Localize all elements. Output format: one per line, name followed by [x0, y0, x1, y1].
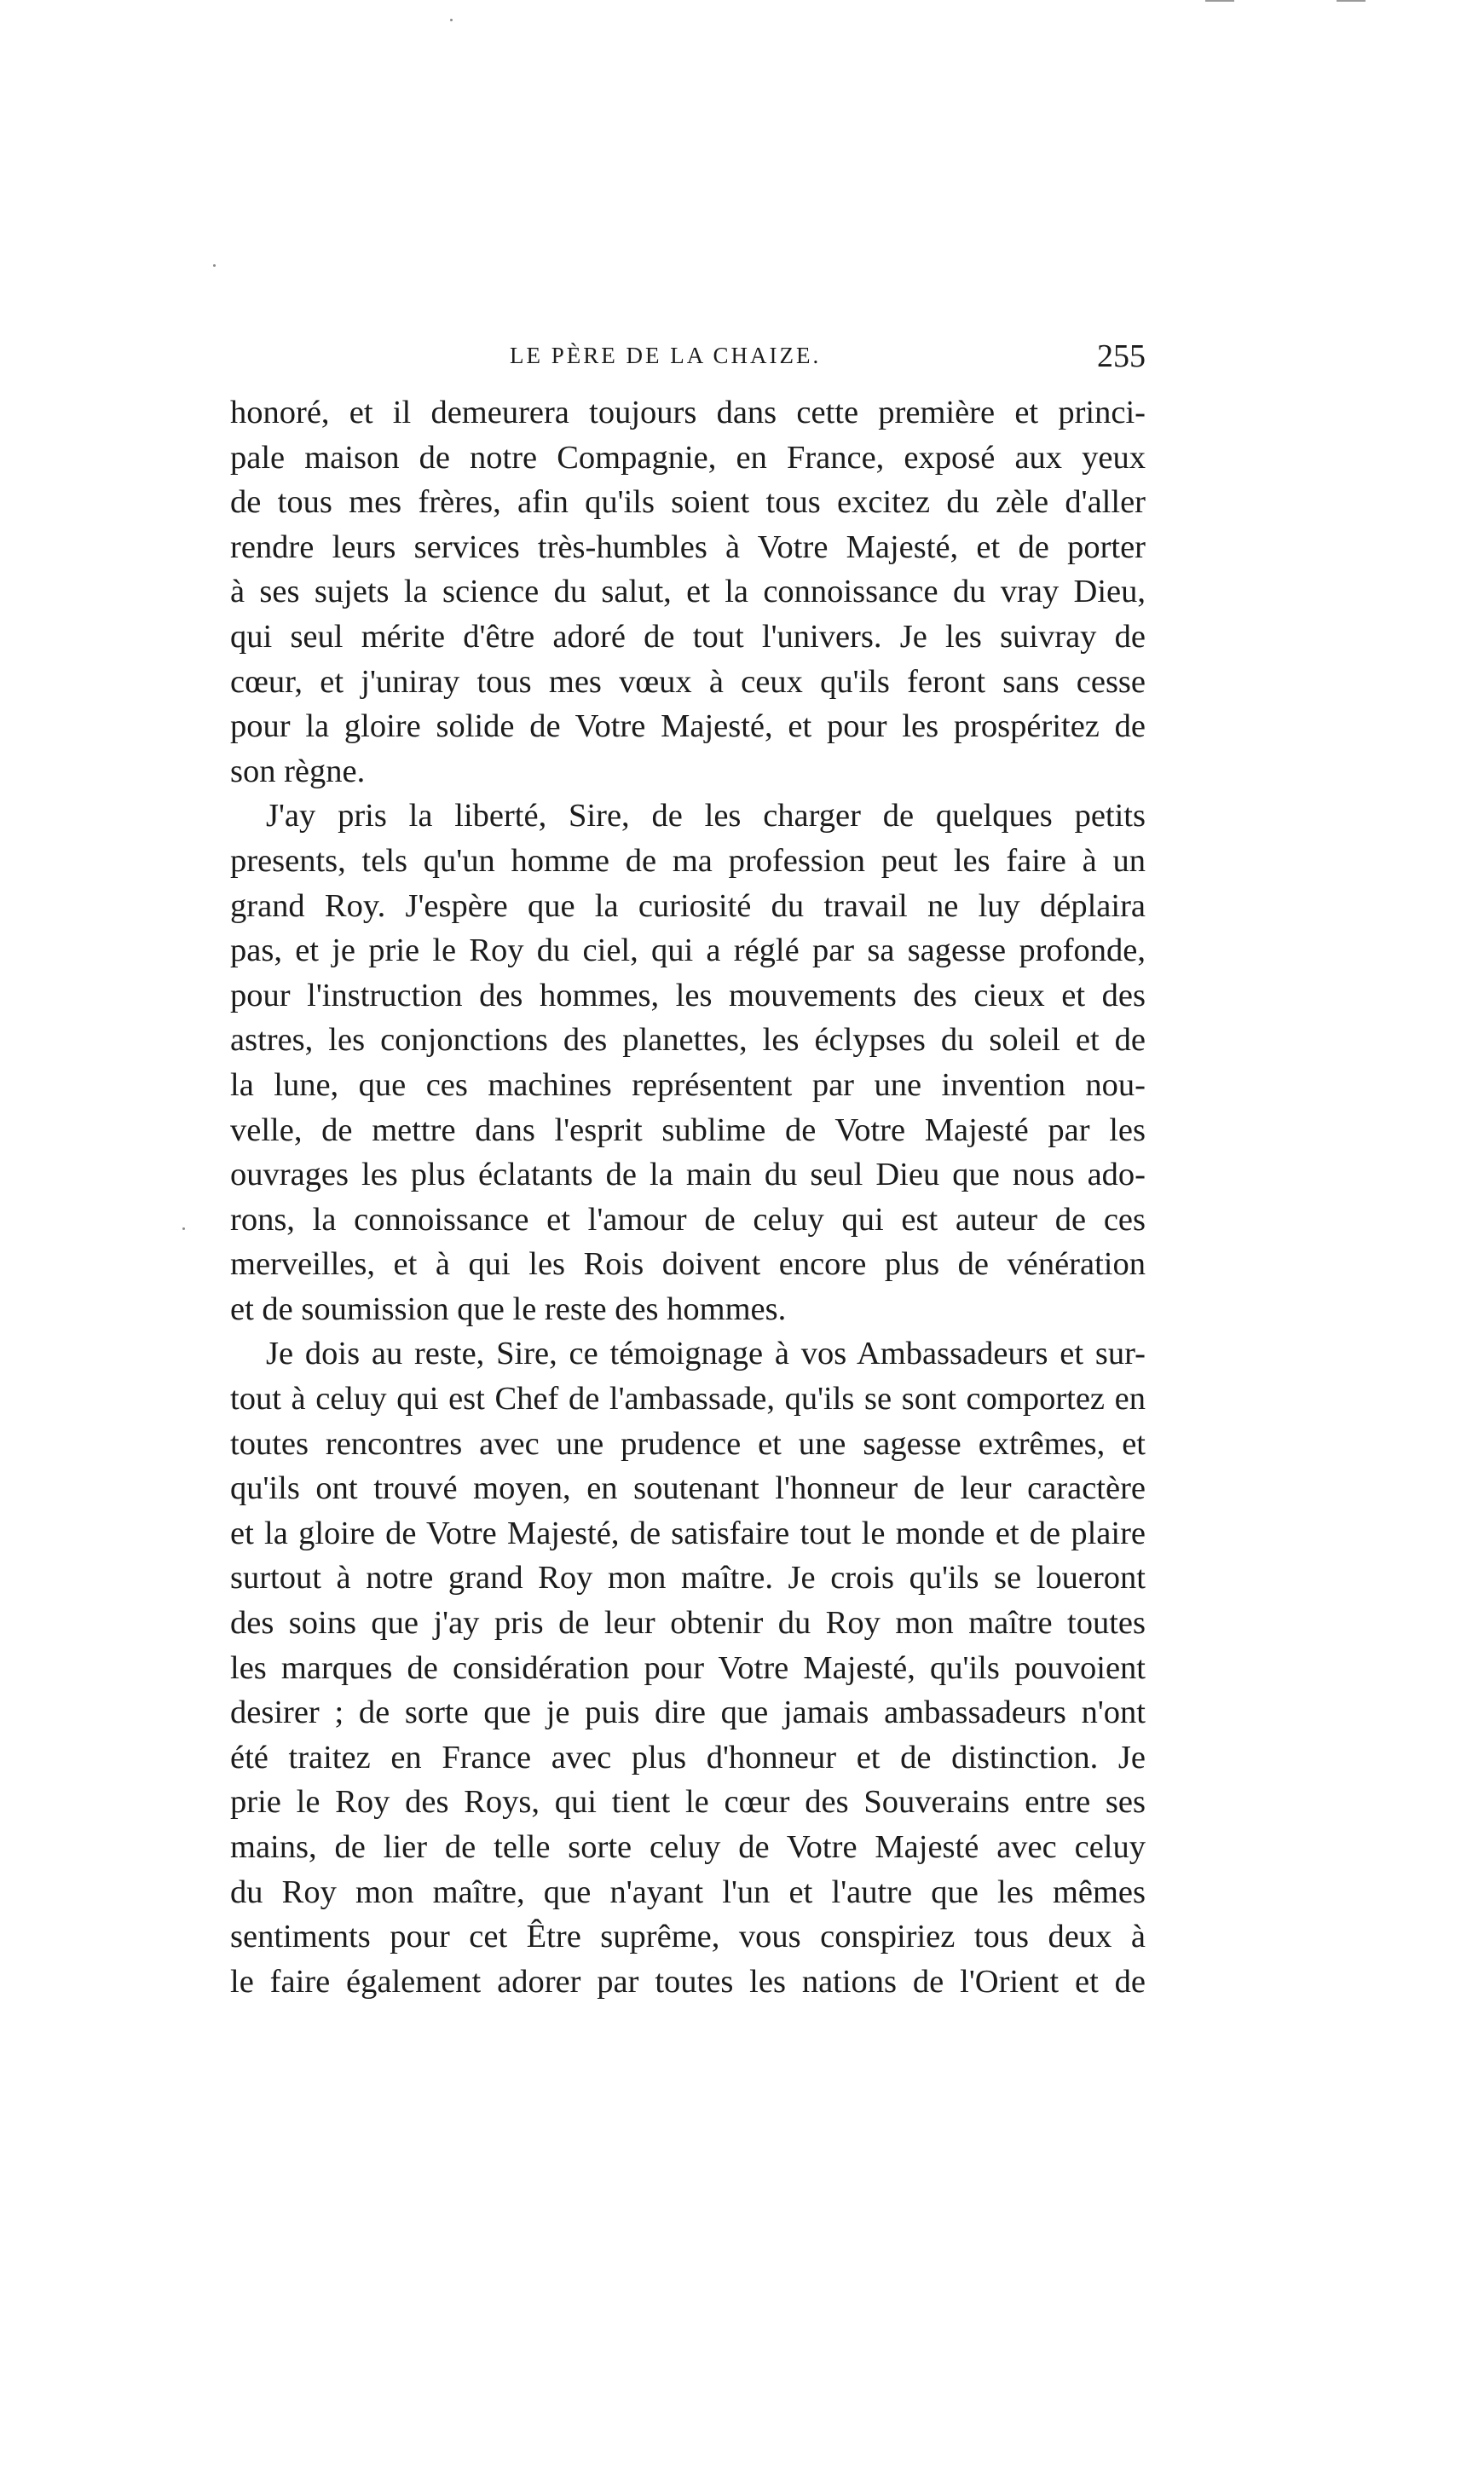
text-line: prie le Roy des Roys, qui tient le cœur des Souverains entre ses [230, 1784, 1146, 1821]
page-speck [213, 264, 216, 267]
text-line: du Roy mon maître, que n'ayant l'un et l'autre que les mêmes [230, 1874, 1146, 1910]
top-edge-mark [1205, 0, 1234, 2]
text-line: de tous mes frères, afin qu'ils soient tous excitez du zèle d'aller [230, 484, 1146, 521]
running-title: LE PÈRE DE LA CHAIZE. [510, 343, 822, 368]
page-speck [182, 1227, 185, 1230]
text-line: mains, de lier de telle sorte celuy de Votre Majesté avec celuy [230, 1829, 1146, 1865]
text-line: pour la gloire solide de Votre Majesté, et pour les prospéritez de [230, 708, 1146, 745]
text-line: rendre leurs services très-humbles à Votre Majesté, et de porter [230, 528, 1146, 565]
text-line: la lune, que ces machines représentent par une invention nou- [230, 1066, 1146, 1103]
text-line: cœur, et j'uniray tous mes vœux à ceux qu'ils feront sans cesse [230, 663, 1146, 700]
text-line: surtout à notre grand Roy mon maître. Je crois qu'ils se loueront [230, 1560, 1146, 1596]
text-line: sentiments pour cet Être suprême, vous conspiriez tous deux à [230, 1919, 1146, 1955]
text-line: le faire également adorer par toutes les nations de l'Orient et de [230, 1963, 1146, 2000]
text-line: tout à celuy qui est Chef de l'ambassade, qu'ils se sont comportez en [230, 1381, 1146, 1417]
body-text [230, 390, 1146, 2004]
text-line: les marques de considération pour Votre Majesté, qu'ils pouvoient [230, 1649, 1146, 1686]
text-line: et la gloire de Votre Majesté, de satisfaire tout le monde et de plaire [230, 1515, 1146, 1551]
running-head [228, 338, 1146, 380]
text-line: ouvrages les plus éclatants de la main du seul Dieu que nous ado- [230, 1157, 1146, 1193]
text-line: pale maison de notre Compagnie, en France, exposé aux yeux [230, 439, 1146, 476]
page-number: 255 [1097, 338, 1146, 374]
text-line: presents, tels qu'un homme de ma profession peut les faire à un [230, 842, 1146, 879]
text-line: pour l'instruction des hommes, les mouvements des cieux et des [230, 977, 1146, 1013]
text-line: qui seul mérite d'être adoré de tout l'univers. Je les suivray de [230, 618, 1146, 655]
text-line: et de soumission que le reste des hommes. [230, 1290, 787, 1327]
text-line: astres, les conjonctions des planettes, les éclypses du soleil et de [230, 1022, 1146, 1059]
text-line: des soins que j'ay pris de leur obtenir du Roy mon maître toutes [230, 1605, 1146, 1642]
text-line: J'ay pris la liberté, Sire, de les charger de quelques petits [266, 798, 1146, 834]
page-speck [450, 19, 453, 21]
text-line: qu'ils ont trouvé moyen, en soutenant l'honneur de leur caractère [230, 1470, 1146, 1507]
text-line: son règne. [230, 753, 366, 789]
text-line: grand Roy. J'espère que la curiosité du travail ne luy déplaira [230, 887, 1146, 924]
text-line: Je dois au reste, Sire, ce témoignage à vos Ambassadeurs et sur- [266, 1336, 1146, 1372]
text-line: velle, de mettre dans l'esprit sublime de Votre Majesté par les [230, 1111, 1146, 1148]
text-line: honoré, et il demeurera toujours dans cette première et princi- [230, 395, 1146, 430]
text-line: été traitez en France avec plus d'honneur et de distinction. Je [230, 1739, 1146, 1775]
text-line: pas, et je prie le Roy du ciel, qui a réglé par sa sagesse profonde, [230, 932, 1146, 969]
text-line: à ses sujets la science du salut, et la connoissance du vray Dieu, [230, 574, 1146, 610]
text-line: desirer ; de sorte que je puis dire que jamais ambassadeurs n'ont [230, 1695, 1146, 1731]
text-line: rons, la connoissance et l'amour de celuy qui est auteur de ces [230, 1201, 1146, 1238]
text-line: merveilles, et à qui les Rois doivent encore plus de vénération [230, 1246, 1146, 1283]
top-edge-mark [1337, 0, 1366, 2]
text-line: toutes rencontres avec une prudence et une sagesse extrêmes, et [230, 1425, 1146, 1462]
